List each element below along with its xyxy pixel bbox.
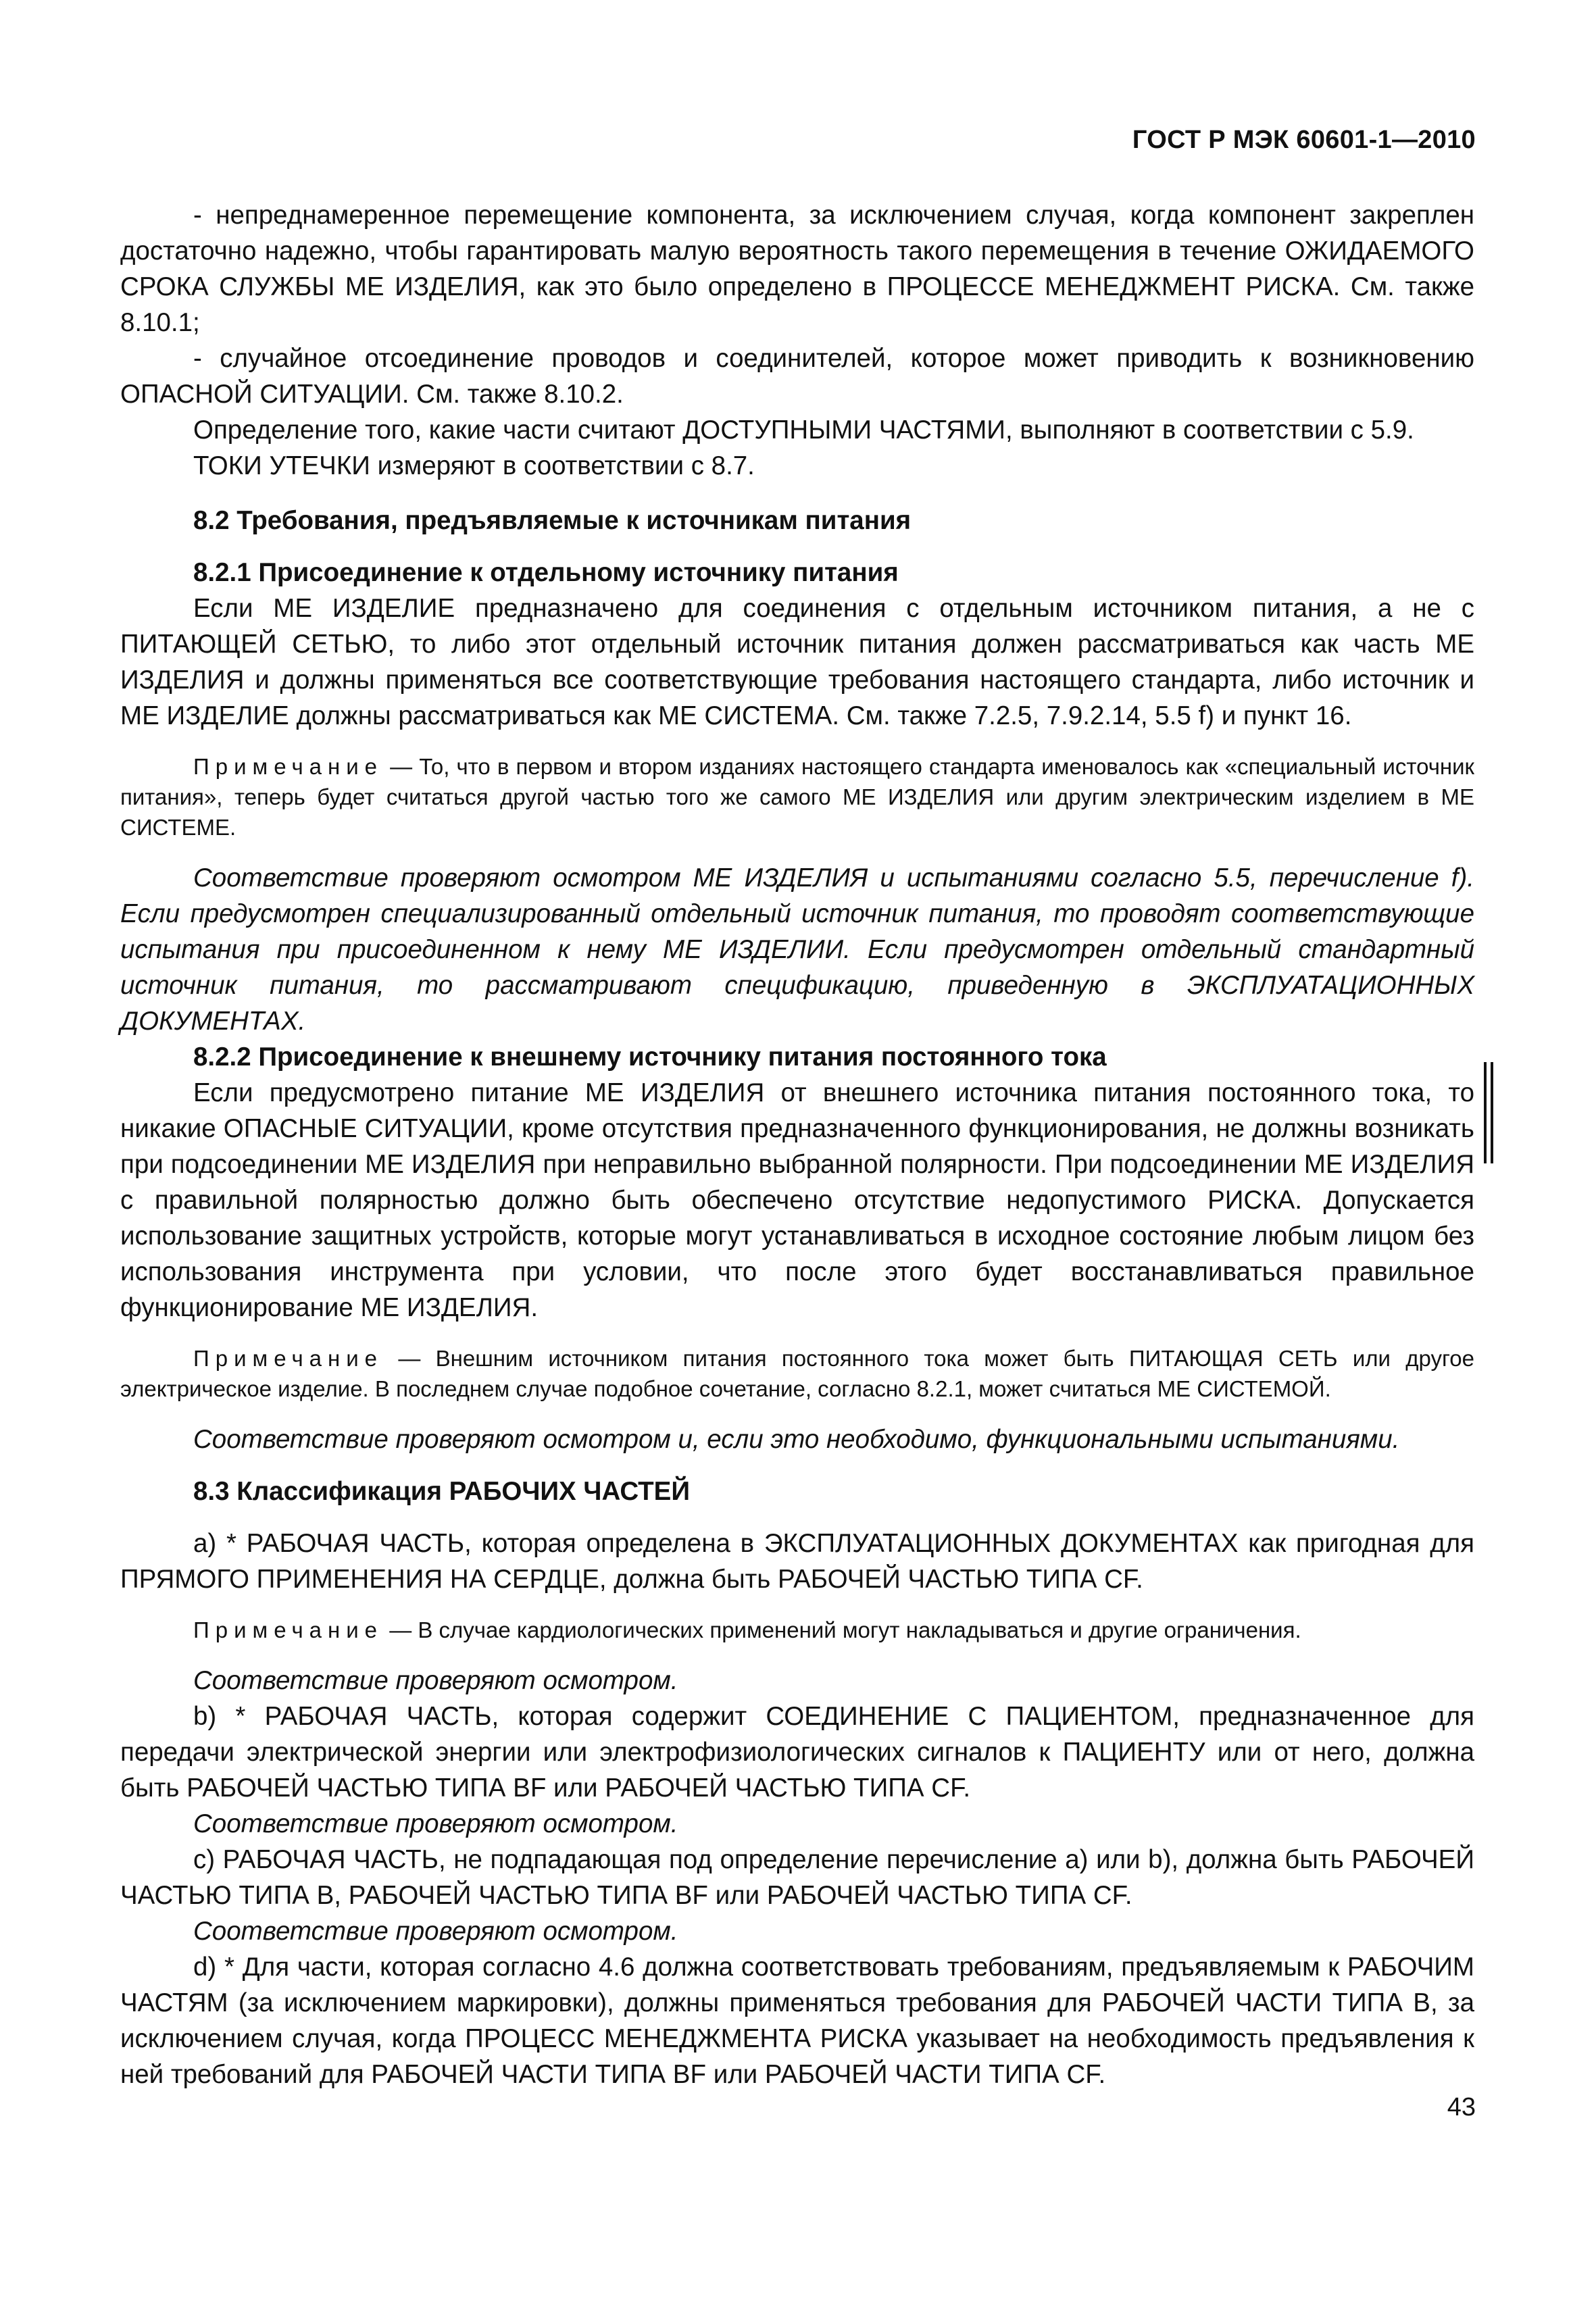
paragraph: ТОКИ УТЕЧКИ измеряют в соответствии с 8.7. (193, 451, 755, 480)
paragraph: - непреднамеренное перемещение компонента, за исключением случая, когда компонент закреплен достаточно надежно, чтобы гарантировать малую вероятность такого перемещения в течение ОЖИДАЕМОГО СРОКА СЛУЖБЫ МЕ ИЗДЕЛИЯ, как это было определено в ПРОЦЕССЕ МЕНЕДЖМЕНТ РИСКА. См. также 8.10.1; (120, 201, 1474, 337)
paragraph: a) * РАБОЧАЯ ЧАСТЬ, которая определена в ЭКСПЛУАТАЦИОННЫХ ДОКУМЕНТАХ как пригодная для ПРЯМОГО ПРИМЕНЕНИЯ НА СЕРДЦЕ, должна быть РАБОЧЕЙ ЧАСТЬЮ ТИПА CF. (120, 1529, 1474, 1594)
note-text: — Внешним источником питания постоянного тока может быть ПИТАЮЩАЯ СЕТЬ или другое электрическое изделие. В последнем случае подобное сочетание, согласно 8.2.1, может считаться МЕ СИСТЕМОЙ. (120, 1346, 1474, 1401)
page-number: 43 (1447, 2093, 1476, 2121)
change-marker-bar (1484, 1062, 1493, 1163)
note-label: Примечание (193, 1346, 384, 1371)
page-body (120, 197, 1474, 2092)
note-text: — То, что в первом и втором изданиях настоящего стандарта именовалось как «специальный источник питания», теперь будет считаться другой частью того же самого МЕ ИЗДЕЛИЯ или другим электрическим изделием в МЕ СИСТЕМЕ. (120, 754, 1474, 840)
note-label: Примечание (193, 1617, 384, 1642)
compliance-paragraph: Соответствие проверяют осмотром и, если это необходимо, функциональными испытаниями. (193, 1425, 1400, 1454)
section-heading: 8.2 Требования, предъявляемые к источникам питания (193, 506, 912, 535)
section-heading: 8.3 Классификация РАБОЧИХ ЧАСТЕЙ (193, 1477, 691, 1506)
subsection-heading: 8.2.1 Присоединение к отдельному источнику питания (193, 558, 899, 587)
note-label: Примечание (193, 754, 384, 779)
paragraph: Если предусмотрено питание МЕ ИЗДЕЛИЯ от внешнего источника питания постоянного тока, то никакие ОПАСНЫЕ СИТУАЦИИ, кроме отсутствия предназначенного функционирования, не должны возникать при подсоединении МЕ ИЗДЕЛИЯ при неправильно выбранной полярности. При подсоединении МЕ ИЗДЕЛИЯ с правильной полярностью должно быть обеспечено отсутствие недопустимого РИСКА. Допускается использование защитных устройств, которые могут устанавливаться в исходное состояние любым лицом без использования инструмента при условии, что после этого будет восстанавливаться правильное функционирование МЕ ИЗДЕЛИЯ. (120, 1078, 1474, 1322)
compliance-paragraph: Соответствие проверяют осмотром. (193, 1666, 678, 1695)
paragraph: Определение того, какие части считают ДОСТУПНЫМИ ЧАСТЯМИ, выполняют в соответствии с 5.9. (193, 416, 1414, 445)
compliance-paragraph: Соответствие проверяют осмотром. (193, 1809, 678, 1838)
note (120, 1343, 1474, 1404)
paragraph: d) * Для части, которая согласно 4.6 должна соответствовать требованиям, предъявляемым к РАБОЧИМ ЧАСТЯМ (за исключением маркировки), должны применяться требования для РАБОЧЕЙ ЧАСТИ ТИПА В, за исключением случая, когда ПРОЦЕСС МЕНЕДЖМЕНТА РИСКА указывает на необходимость предъявления к ней требований для РАБОЧЕЙ ЧАСТИ ТИПА BF или РАБОЧЕЙ ЧАСТИ ТИПА CF. (120, 1953, 1474, 2089)
paragraph: c) РАБОЧАЯ ЧАСТЬ, не подпадающая под определение перечисление а) или b), должна быть РАБОЧЕЙ ЧАСТЬЮ ТИПА В, РАБОЧЕЙ ЧАСТЬЮ ТИПА BF или РАБОЧЕЙ ЧАСТЬЮ ТИПА CF. (120, 1845, 1474, 1910)
paragraph: Если МЕ ИЗДЕЛИЕ предназначено для соединения с отдельным источником питания, а не с ПИТАЮЩЕЙ СЕТЬЮ, то либо этот отдельный источник питания должен рассматриваться как часть МЕ ИЗДЕЛИЯ и должны применяться все соответствующие требования настоящего стандарта, либо источник и МЕ ИЗДЕЛИЕ должны рассматриваться как МЕ СИСТЕМА. См. также 7.2.5, 7.9.2.14, 5.5 f) и пункт 16. (120, 594, 1474, 730)
note-text: — В случае кардиологических применений могут накладываться и другие ограничения. (389, 1617, 1301, 1642)
paragraph: - случайное отсоединение проводов и соединителей, которое может приводить к возникновению ОПАСНОЙ СИТУАЦИИ. См. также 8.10.2. (120, 344, 1474, 409)
note (120, 751, 1474, 842)
document-header: ГОСТ Р МЭК 60601-1—2010 (1132, 126, 1476, 154)
note (120, 1615, 1474, 1645)
paragraph: b) * РАБОЧАЯ ЧАСТЬ, которая содержит СОЕДИНЕНИЕ С ПАЦИЕНТОМ, предназначенное для передачи электрической энергии или электрофизиологических сигналов к ПАЦИЕНТУ или от него, должна быть РАБОЧЕЙ ЧАСТЬЮ ТИПА BF или РАБОЧЕЙ ЧАСТЬЮ ТИПА CF. (120, 1702, 1474, 1803)
subsection-heading: 8.2.2 Присоединение к внешнему источнику питания постоянного тока (193, 1042, 1107, 1072)
compliance-paragraph: Соответствие проверяют осмотром МЕ ИЗДЕЛИЯ и испытаниями согласно 5.5, перечисление f). Если предусмотрен специализированный отдельный источник питания, то проводят соответствующие испытания при присоединенном к нему МЕ ИЗДЕЛИИ. Если предусмотрен отдельный стандартный источник питания, то рассматривают спецификацию, приведенную в ЭКСПЛУАТАЦИОННЫХ ДОКУМЕНТАХ. (120, 863, 1474, 1036)
compliance-paragraph: Соответствие проверяют осмотром. (193, 1917, 678, 1946)
